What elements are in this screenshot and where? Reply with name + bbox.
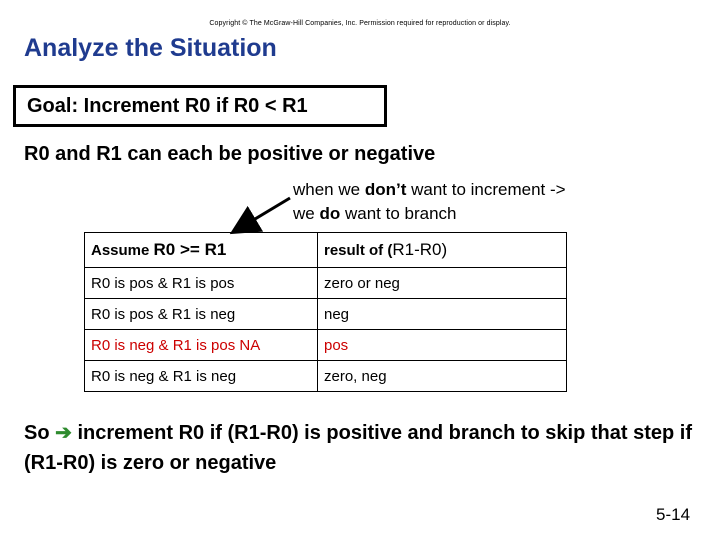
table-header-row	[85, 233, 567, 268]
row-result: neg	[318, 299, 567, 330]
conclusion-body: increment R0 if (R1-R0) is positive and branch to skip that step if (R1-R0) is zero or negative	[24, 422, 692, 474]
table-row	[85, 361, 567, 392]
table-row	[85, 268, 567, 299]
row-condition: R0 is pos & R1 is neg	[85, 299, 318, 330]
copyright-notice: Copyright © The McGraw-Hill Companies, Inc. Permission required for reproduction or display.	[209, 20, 511, 27]
slide-title: Analyze the Situation	[24, 34, 277, 62]
annotation-line-1: when we don’t want to increment ->	[293, 180, 566, 199]
row-result: pos	[318, 330, 567, 361]
annotation-line-2: we do want to branch	[293, 204, 457, 223]
header-condition: Assume R0 >= R1	[85, 233, 318, 268]
row-condition: R0 is neg & R1 is neg	[85, 361, 318, 392]
conclusion-text	[24, 418, 714, 478]
goal-box: Goal: Increment R0 if R0 < R1	[13, 85, 387, 127]
row-result: zero or neg	[318, 268, 567, 299]
page-number: 5-14	[656, 505, 691, 524]
header-result: result of (R1-R0)	[318, 233, 567, 268]
subtitle: R0 and R1 can each be positive or negative	[24, 143, 436, 165]
row-condition: R0 is neg & R1 is pos NA	[85, 330, 318, 361]
row-condition: R0 is pos & R1 is pos	[85, 268, 318, 299]
right-arrow-icon: ➔	[55, 422, 72, 444]
case-table	[84, 232, 567, 392]
conclusion-lead: So	[24, 422, 50, 444]
row-result: zero, neg	[318, 361, 567, 392]
table-row-highlighted	[85, 330, 567, 361]
table-row	[85, 299, 567, 330]
